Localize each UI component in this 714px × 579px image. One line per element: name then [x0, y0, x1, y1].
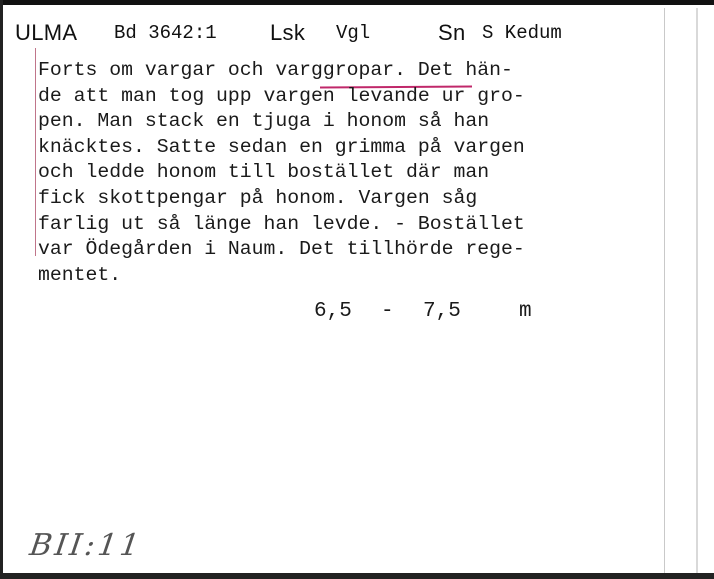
measurement-unit: m [519, 300, 532, 323]
record-number: Bd 3642:1 [114, 22, 217, 44]
card-body-text [38, 58, 525, 288]
handwritten-shelfmark: BII:11 [27, 528, 145, 563]
body-line: knäcktes. Satte sedan en grimma på vargen [38, 135, 525, 158]
measurement-high: 7,5 [423, 300, 461, 323]
card-top-edge [0, 0, 714, 5]
body-line: mentet. [38, 263, 122, 286]
parish-value: Vgl [336, 22, 371, 44]
archive-name: ULMA [15, 20, 78, 45]
card-right-fold-line [664, 8, 665, 573]
body-line: fick skottpengar på honom. Vargen såg [38, 186, 478, 209]
measurement-low: 6,5 [314, 300, 352, 323]
body-line: de att man tog upp vargen levande ur gro- [38, 84, 525, 107]
district-label: Sn [438, 20, 466, 45]
margin-marker-line [35, 48, 36, 256]
measurement-dash: - [381, 300, 394, 323]
card-right-edge-line [696, 8, 698, 573]
parish-label: Lsk [270, 20, 306, 45]
body-line: farlig ut så länge han levde. - Bostället [38, 212, 525, 235]
card-bottom-edge [0, 573, 714, 579]
body-line: och ledde honom till bostället där man [38, 161, 490, 184]
body-line: var Ödegården i Naum. Det tillhörde rege- [38, 238, 525, 261]
body-line: pen. Man stack en tjuga i honom så han [38, 110, 490, 133]
district-value: S Kedum [482, 22, 562, 44]
card-left-edge [0, 0, 3, 579]
body-line: Forts om vargar och varggropar. Det hän- [38, 59, 513, 81]
